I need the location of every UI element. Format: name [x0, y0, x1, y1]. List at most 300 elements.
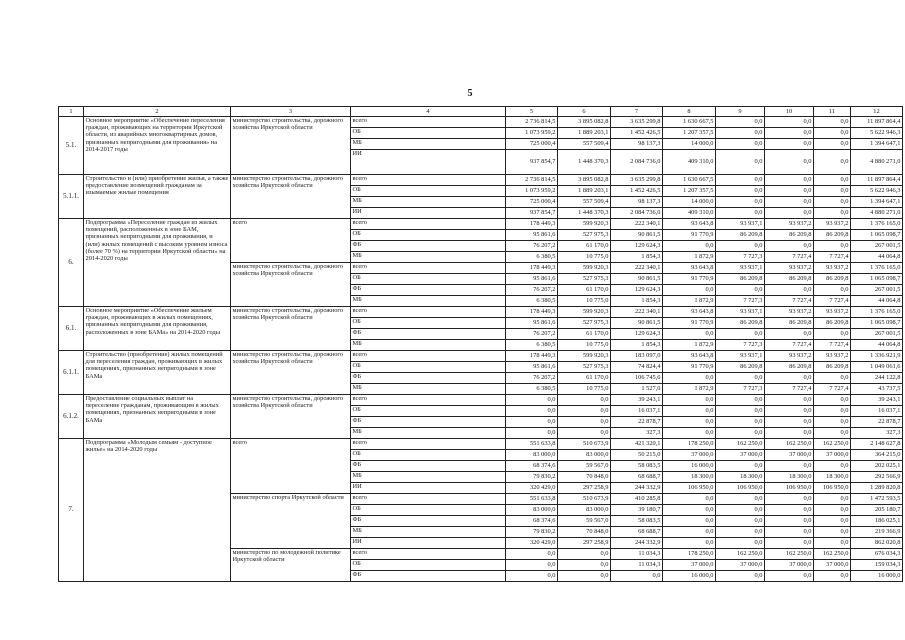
- amount-cell: 39 180,7: [611, 505, 663, 516]
- funding-source: всего: [351, 307, 506, 318]
- amount-cell: 129 624,3: [611, 285, 663, 296]
- amount-cell: 1 065 098,7: [851, 230, 903, 241]
- amount-cell: 37 000,0: [716, 560, 765, 571]
- amount-cell: 83 000,0: [558, 505, 611, 516]
- amount-cell: 1 872,9: [663, 252, 716, 263]
- amount-cell: 68 374,6: [506, 461, 558, 472]
- amount-cell: 1 073 959,2: [506, 128, 558, 139]
- table-row: [59, 117, 903, 128]
- amount-cell: 0,0: [814, 571, 851, 582]
- amount-cell: 16 000,0: [663, 571, 716, 582]
- amount-cell: 16 037,1: [611, 406, 663, 417]
- amount-cell: 1 376 165,0: [851, 263, 903, 274]
- funding-source: ОБ: [351, 505, 506, 516]
- amount-cell: 178 449,3: [506, 307, 558, 318]
- amount-cell: 162 250,0: [716, 549, 765, 560]
- amount-cell: 178 449,3: [506, 219, 558, 230]
- amount-cell: 93 643,8: [663, 351, 716, 362]
- amount-cell: 1 394 647,1: [851, 139, 903, 150]
- amount-cell: 0,0: [716, 406, 765, 417]
- amount-cell: 0,0: [663, 527, 716, 538]
- amount-cell: 1 448 370,3: [558, 208, 611, 219]
- amount-cell: 0,0: [765, 571, 814, 582]
- amount-cell: 1 872,9: [663, 340, 716, 351]
- amount-cell: 0,0: [814, 117, 851, 128]
- amount-cell: 244 332,9: [611, 483, 663, 494]
- amount-cell: 1 452 426,5: [611, 128, 663, 139]
- amount-cell: 7 727,4: [814, 252, 851, 263]
- amount-cell: 86 209,8: [765, 274, 814, 285]
- amount-cell: 0,0: [716, 175, 765, 186]
- amount-cell: 409 310,0: [663, 150, 716, 175]
- funding-source: всего: [351, 175, 506, 186]
- amount-cell: 1 049 061,6: [851, 362, 903, 373]
- amount-cell: 86 209,8: [765, 230, 814, 241]
- amount-cell: 0,0: [506, 395, 558, 406]
- amount-cell: 1 452 426,5: [611, 186, 663, 197]
- amount-cell: 76 207,2: [506, 373, 558, 384]
- amount-cell: 3 635 299,8: [611, 117, 663, 128]
- amount-cell: 3 895 082,8: [558, 117, 611, 128]
- amount-cell: 7 727,4: [765, 252, 814, 263]
- amount-cell: 557 509,4: [558, 139, 611, 150]
- amount-cell: 0,0: [814, 417, 851, 428]
- amount-cell: 421 320,1: [611, 439, 663, 450]
- amount-cell: 58 083,5: [611, 516, 663, 527]
- amount-cell: 0,0: [558, 571, 611, 582]
- amount-cell: 0,0: [814, 527, 851, 538]
- amount-cell: 0,0: [663, 505, 716, 516]
- amount-cell: 159 034,3: [851, 560, 903, 571]
- amount-cell: 18 300,0: [814, 472, 851, 483]
- amount-cell: 7 727,4: [765, 296, 814, 307]
- amount-cell: 297 258,9: [558, 483, 611, 494]
- amount-cell: 0,0: [663, 428, 716, 439]
- amount-cell: 320 429,0: [506, 538, 558, 549]
- amount-cell: 91 770,9: [663, 362, 716, 373]
- amount-cell: 1 889 203,1: [558, 128, 611, 139]
- executor-name: министерство строительства, дорожного хозяйства Иркутской области: [231, 307, 351, 351]
- item-code: 6.1.2.: [59, 395, 84, 439]
- amount-cell: 0,0: [558, 417, 611, 428]
- amount-cell: 676 034,3: [851, 549, 903, 560]
- amount-cell: 1 889 203,1: [558, 186, 611, 197]
- header-cell: 6: [558, 107, 611, 117]
- amount-cell: 1 854,3: [611, 252, 663, 263]
- funding-source: МБ: [351, 296, 506, 307]
- amount-cell: 1 207 357,5: [663, 186, 716, 197]
- amount-cell: 599 920,3: [558, 219, 611, 230]
- amount-cell: 527 975,3: [558, 274, 611, 285]
- amount-cell: 129 624,3: [611, 241, 663, 252]
- amount-cell: 10 775,0: [558, 340, 611, 351]
- funding-source: ОБ: [351, 362, 506, 373]
- amount-cell: 0,0: [765, 406, 814, 417]
- amount-cell: 0,0: [506, 571, 558, 582]
- amount-cell: 162 250,0: [716, 439, 765, 450]
- amount-cell: 1 630 667,5: [663, 175, 716, 186]
- amount-cell: 178 449,3: [506, 351, 558, 362]
- executor-name: всего: [231, 219, 351, 263]
- amount-cell: 58 083,5: [611, 461, 663, 472]
- amount-cell: 93 643,8: [663, 263, 716, 274]
- amount-cell: 5 622 946,3: [851, 186, 903, 197]
- amount-cell: 0,0: [716, 516, 765, 527]
- amount-cell: 0,0: [716, 395, 765, 406]
- amount-cell: 0,0: [716, 329, 765, 340]
- amount-cell: 106 950,0: [716, 483, 765, 494]
- amount-cell: 0,0: [814, 395, 851, 406]
- amount-cell: 267 001,5: [851, 241, 903, 252]
- amount-cell: 1 872,9: [663, 296, 716, 307]
- header-cell: 7: [611, 107, 663, 117]
- executor-name: министерство спорта Иркутской области: [231, 494, 351, 549]
- header-cell: 12: [851, 107, 903, 117]
- amount-cell: 1 065 098,7: [851, 274, 903, 285]
- amount-cell: 106 950,0: [814, 483, 851, 494]
- funding-source: ФБ: [351, 373, 506, 384]
- amount-cell: 205 180,7: [851, 505, 903, 516]
- amount-cell: 725 000,4: [506, 139, 558, 150]
- executor-name: министерство строительства, дорожного хозяйства Иркутской области: [231, 351, 351, 395]
- amount-cell: 551 633,8: [506, 494, 558, 505]
- header-cell: 3: [231, 107, 351, 117]
- funding-source: ФБ: [351, 571, 506, 582]
- item-name: Строительство (приобретение) жилых помещений для переселения граждан, проживающих в жилых помещениях, признанных непригодными в зоне БАМа: [84, 351, 231, 395]
- amount-cell: 0,0: [716, 527, 765, 538]
- amount-cell: 0,0: [558, 560, 611, 571]
- amount-cell: 1 854,3: [611, 340, 663, 351]
- amount-cell: 0,0: [716, 571, 765, 582]
- amount-cell: 61 170,0: [558, 329, 611, 340]
- amount-cell: 18 300,0: [716, 472, 765, 483]
- amount-cell: 76 207,2: [506, 285, 558, 296]
- amount-cell: 0,0: [716, 494, 765, 505]
- amount-cell: 178 250,0: [663, 439, 716, 450]
- amount-cell: 0,0: [765, 241, 814, 252]
- amount-cell: 0,0: [716, 285, 765, 296]
- funding-source: МБ: [351, 527, 506, 538]
- amount-cell: 10 775,0: [558, 296, 611, 307]
- amount-cell: 10 775,0: [558, 384, 611, 395]
- funding-source: всего: [351, 439, 506, 450]
- funding-source: МБ: [351, 340, 506, 351]
- amount-cell: 222 340,1: [611, 219, 663, 230]
- table-row: [59, 351, 903, 362]
- amount-cell: 86 209,8: [814, 318, 851, 329]
- amount-cell: 0,0: [558, 395, 611, 406]
- funding-source: ИИ: [351, 150, 506, 175]
- page-number: 5: [467, 88, 473, 99]
- funding-source: ФБ: [351, 285, 506, 296]
- amount-cell: 0,0: [663, 494, 716, 505]
- header-cell: 11: [814, 107, 851, 117]
- item-name: Основное мероприятие «Обеспечение жильем граждан, проживающих в жилых помещениях, признанных непригодными для проживания, расположенных в зоне БАМа» на 2014-2020 годы: [84, 307, 231, 351]
- table-row: [59, 175, 903, 186]
- amount-cell: 14 000,0: [663, 139, 716, 150]
- amount-cell: 18 300,0: [765, 472, 814, 483]
- amount-cell: 0,0: [814, 461, 851, 472]
- amount-cell: 7 727,4: [765, 340, 814, 351]
- amount-cell: 0,0: [814, 516, 851, 527]
- amount-cell: 43 737,5: [851, 384, 903, 395]
- amount-cell: 0,0: [663, 516, 716, 527]
- amount-cell: 93 937,2: [765, 263, 814, 274]
- amount-cell: 0,0: [814, 175, 851, 186]
- amount-cell: 327,3: [851, 428, 903, 439]
- table-row: [59, 395, 903, 406]
- amount-cell: 61 170,0: [558, 373, 611, 384]
- amount-cell: 527 975,3: [558, 362, 611, 373]
- amount-cell: 2 084 736,0: [611, 208, 663, 219]
- amount-cell: 90 861,5: [611, 274, 663, 285]
- amount-cell: 86 209,8: [765, 362, 814, 373]
- item-code: 6.1.: [59, 307, 84, 351]
- amount-cell: 0,0: [765, 128, 814, 139]
- funding-source: МБ: [351, 472, 506, 483]
- amount-cell: 95 861,6: [506, 230, 558, 241]
- amount-cell: 1 065 098,7: [851, 318, 903, 329]
- amount-cell: 0,0: [814, 139, 851, 150]
- amount-cell: 0,0: [765, 186, 814, 197]
- amount-cell: 90 861,5: [611, 318, 663, 329]
- amount-cell: 0,0: [506, 560, 558, 571]
- header-cell: 1: [59, 107, 84, 117]
- amount-cell: 0,0: [814, 538, 851, 549]
- amount-cell: 0,0: [765, 538, 814, 549]
- amount-cell: 162 250,0: [765, 439, 814, 450]
- amount-cell: 0,0: [765, 505, 814, 516]
- amount-cell: 0,0: [814, 285, 851, 296]
- header-cell: 9: [716, 107, 765, 117]
- executor-name: министерство строительства, дорожного хозяйства Иркутской области: [231, 395, 351, 439]
- funding-source: МБ: [351, 252, 506, 263]
- amount-cell: 0,0: [814, 373, 851, 384]
- funding-source: всего: [351, 395, 506, 406]
- amount-cell: 1 527,0: [611, 384, 663, 395]
- amount-cell: 202 025,1: [851, 461, 903, 472]
- amount-cell: 93 937,1: [716, 307, 765, 318]
- amount-cell: 0,0: [558, 428, 611, 439]
- amount-cell: 0,0: [765, 417, 814, 428]
- amount-cell: 93 643,8: [663, 307, 716, 318]
- amount-cell: 0,0: [814, 197, 851, 208]
- amount-cell: 37 000,0: [663, 560, 716, 571]
- amount-cell: 106 950,0: [663, 483, 716, 494]
- amount-cell: 93 937,2: [814, 219, 851, 230]
- amount-cell: 93 937,2: [814, 307, 851, 318]
- amount-cell: 222 340,1: [611, 307, 663, 318]
- table-row: [59, 307, 903, 318]
- item-name: Подпрограмма «Переселение граждан из жилых помещений, расположенных в зоне БАМ, признанных непригодными для проживания, и (или) жилых помещений с высоким уровнем износа (более 70 %) на территории Иркутской области» на 2014-2020 годы: [84, 219, 231, 307]
- amount-cell: 98 137,3: [611, 197, 663, 208]
- amount-cell: 83 000,0: [506, 450, 558, 461]
- amount-cell: 0,0: [558, 406, 611, 417]
- amount-cell: 91 770,9: [663, 318, 716, 329]
- amount-cell: 0,0: [716, 197, 765, 208]
- amount-cell: 0,0: [765, 494, 814, 505]
- funding-source: МБ: [351, 384, 506, 395]
- amount-cell: 0,0: [611, 571, 663, 582]
- amount-cell: 95 861,6: [506, 318, 558, 329]
- amount-cell: 510 673,9: [558, 494, 611, 505]
- amount-cell: 68 374,6: [506, 516, 558, 527]
- amount-cell: 244 122,8: [851, 373, 903, 384]
- amount-cell: 0,0: [716, 117, 765, 128]
- amount-cell: 0,0: [716, 186, 765, 197]
- header-cell: 2: [84, 107, 231, 117]
- amount-cell: 2 148 627,8: [851, 439, 903, 450]
- amount-cell: 86 209,8: [716, 318, 765, 329]
- amount-cell: 0,0: [716, 428, 765, 439]
- funding-source: ИИ: [351, 483, 506, 494]
- funding-source: ИИ: [351, 208, 506, 219]
- funding-source: всего: [351, 549, 506, 560]
- amount-cell: 0,0: [765, 208, 814, 219]
- amount-cell: 37 000,0: [765, 560, 814, 571]
- amount-cell: 0,0: [814, 128, 851, 139]
- amount-cell: 61 170,0: [558, 285, 611, 296]
- amount-cell: 79 830,2: [506, 472, 558, 483]
- amount-cell: 292 566,9: [851, 472, 903, 483]
- amount-cell: 0,0: [814, 186, 851, 197]
- amount-cell: 527 975,3: [558, 318, 611, 329]
- amount-cell: 1 376 165,0: [851, 307, 903, 318]
- amount-cell: 0,0: [765, 329, 814, 340]
- amount-cell: 79 830,2: [506, 527, 558, 538]
- amount-cell: 0,0: [716, 128, 765, 139]
- amount-cell: 93 937,1: [716, 219, 765, 230]
- amount-cell: 7 727,3: [716, 296, 765, 307]
- amount-cell: 70 848,0: [558, 472, 611, 483]
- amount-cell: 267 001,5: [851, 329, 903, 340]
- amount-cell: 527 975,3: [558, 230, 611, 241]
- amount-cell: 0,0: [765, 197, 814, 208]
- amount-cell: 0,0: [506, 406, 558, 417]
- item-name: Предоставление социальных выплат на переселение гражданам, проживающим в жилых помещениях, признанных непригодными в зоне БАМа: [84, 395, 231, 439]
- amount-cell: 11 897 864,4: [851, 117, 903, 128]
- amount-cell: 0,0: [765, 150, 814, 175]
- amount-cell: 1 448 370,3: [558, 150, 611, 175]
- amount-cell: 599 920,3: [558, 351, 611, 362]
- amount-cell: 0,0: [663, 406, 716, 417]
- amount-cell: 222 340,1: [611, 263, 663, 274]
- amount-cell: 86 209,8: [716, 274, 765, 285]
- item-code: 7.: [59, 439, 84, 582]
- amount-cell: 93 937,2: [765, 219, 814, 230]
- amount-cell: 162 250,0: [765, 549, 814, 560]
- amount-cell: 0,0: [716, 139, 765, 150]
- amount-cell: 0,0: [558, 549, 611, 560]
- funding-source: ОБ: [351, 230, 506, 241]
- amount-cell: 95 861,6: [506, 362, 558, 373]
- funding-source: ОБ: [351, 318, 506, 329]
- amount-cell: 95 861,6: [506, 274, 558, 285]
- amount-cell: 937 854,7: [506, 208, 558, 219]
- amount-cell: 0,0: [765, 373, 814, 384]
- amount-cell: 0,0: [663, 329, 716, 340]
- amount-cell: 50 215,0: [611, 450, 663, 461]
- amount-cell: 2 084 736,0: [611, 150, 663, 175]
- funding-source: ОБ: [351, 406, 506, 417]
- amount-cell: 74 824,4: [611, 362, 663, 373]
- amount-cell: 0,0: [506, 428, 558, 439]
- amount-cell: 86 209,8: [765, 318, 814, 329]
- amount-cell: 557 509,4: [558, 197, 611, 208]
- amount-cell: 1 872,9: [663, 384, 716, 395]
- executor-name: министерство строительства, дорожного хозяйства Иркутской области: [231, 117, 351, 175]
- amount-cell: 86 209,8: [716, 362, 765, 373]
- amount-cell: 0,0: [716, 505, 765, 516]
- amount-cell: 2 736 814,5: [506, 117, 558, 128]
- amount-cell: 39 243,1: [851, 395, 903, 406]
- amount-cell: 1 376 165,0: [851, 219, 903, 230]
- amount-cell: 0,0: [765, 285, 814, 296]
- funding-source: ОБ: [351, 186, 506, 197]
- header-cell: 5: [506, 107, 558, 117]
- amount-cell: 7 727,3: [716, 252, 765, 263]
- amount-cell: 409 310,0: [663, 208, 716, 219]
- item-code: 6.1.1.: [59, 351, 84, 395]
- amount-cell: 16 037,1: [851, 406, 903, 417]
- amount-cell: 86 209,8: [814, 274, 851, 285]
- amount-cell: 7 727,4: [765, 384, 814, 395]
- funding-source: всего: [351, 351, 506, 362]
- amount-cell: 862 020,8: [851, 538, 903, 549]
- item-code: 6.: [59, 219, 84, 307]
- amount-cell: 6 380,5: [506, 384, 558, 395]
- amount-cell: 4 880 271,0: [851, 150, 903, 175]
- item-code: 5.1.1.: [59, 175, 84, 219]
- amount-cell: 7 727,3: [716, 340, 765, 351]
- amount-cell: 186 025,1: [851, 516, 903, 527]
- amount-cell: 93 937,1: [716, 263, 765, 274]
- amount-cell: 1 207 357,5: [663, 128, 716, 139]
- amount-cell: 44 064,8: [851, 252, 903, 263]
- amount-cell: 86 209,8: [814, 362, 851, 373]
- amount-cell: 86 209,8: [716, 230, 765, 241]
- amount-cell: 37 000,0: [814, 560, 851, 571]
- amount-cell: 11 034,3: [611, 549, 663, 560]
- amount-cell: 510 673,9: [558, 439, 611, 450]
- funding-source: МБ: [351, 428, 506, 439]
- amount-cell: 37 000,0: [765, 450, 814, 461]
- amount-cell: 1 472 593,5: [851, 494, 903, 505]
- executor-name: министерство строительства, дорожного хозяйства Иркутской области: [231, 263, 351, 307]
- amount-cell: 599 920,3: [558, 263, 611, 274]
- funding-source: ОБ: [351, 450, 506, 461]
- amount-cell: 83 000,0: [558, 450, 611, 461]
- executor-name: министерство строительства, дорожного хозяйства Иркутской области: [231, 175, 351, 219]
- funding-source: ФБ: [351, 461, 506, 472]
- table-body: [59, 107, 903, 582]
- amount-cell: 297 258,9: [558, 538, 611, 549]
- amount-cell: 162 250,0: [814, 439, 851, 450]
- header-cell: 4: [351, 107, 506, 117]
- amount-cell: 16 000,0: [851, 571, 903, 582]
- amount-cell: 93 937,2: [765, 307, 814, 318]
- item-code: 5.1.: [59, 117, 84, 175]
- amount-cell: 0,0: [765, 175, 814, 186]
- amount-cell: 44 064,8: [851, 296, 903, 307]
- amount-cell: 0,0: [814, 406, 851, 417]
- funding-source: всего: [351, 494, 506, 505]
- amount-cell: 5 622 946,3: [851, 128, 903, 139]
- amount-cell: 0,0: [814, 329, 851, 340]
- item-name: Основное мероприятие «Обеспечение переселения граждан, проживающих на территории Иркутской области, из аварийных многоквартирных домов, признанных непригодными для проживания» на 2014-2017 годы: [84, 117, 231, 175]
- amount-cell: 0,0: [765, 527, 814, 538]
- amount-cell: 4 880 271,0: [851, 208, 903, 219]
